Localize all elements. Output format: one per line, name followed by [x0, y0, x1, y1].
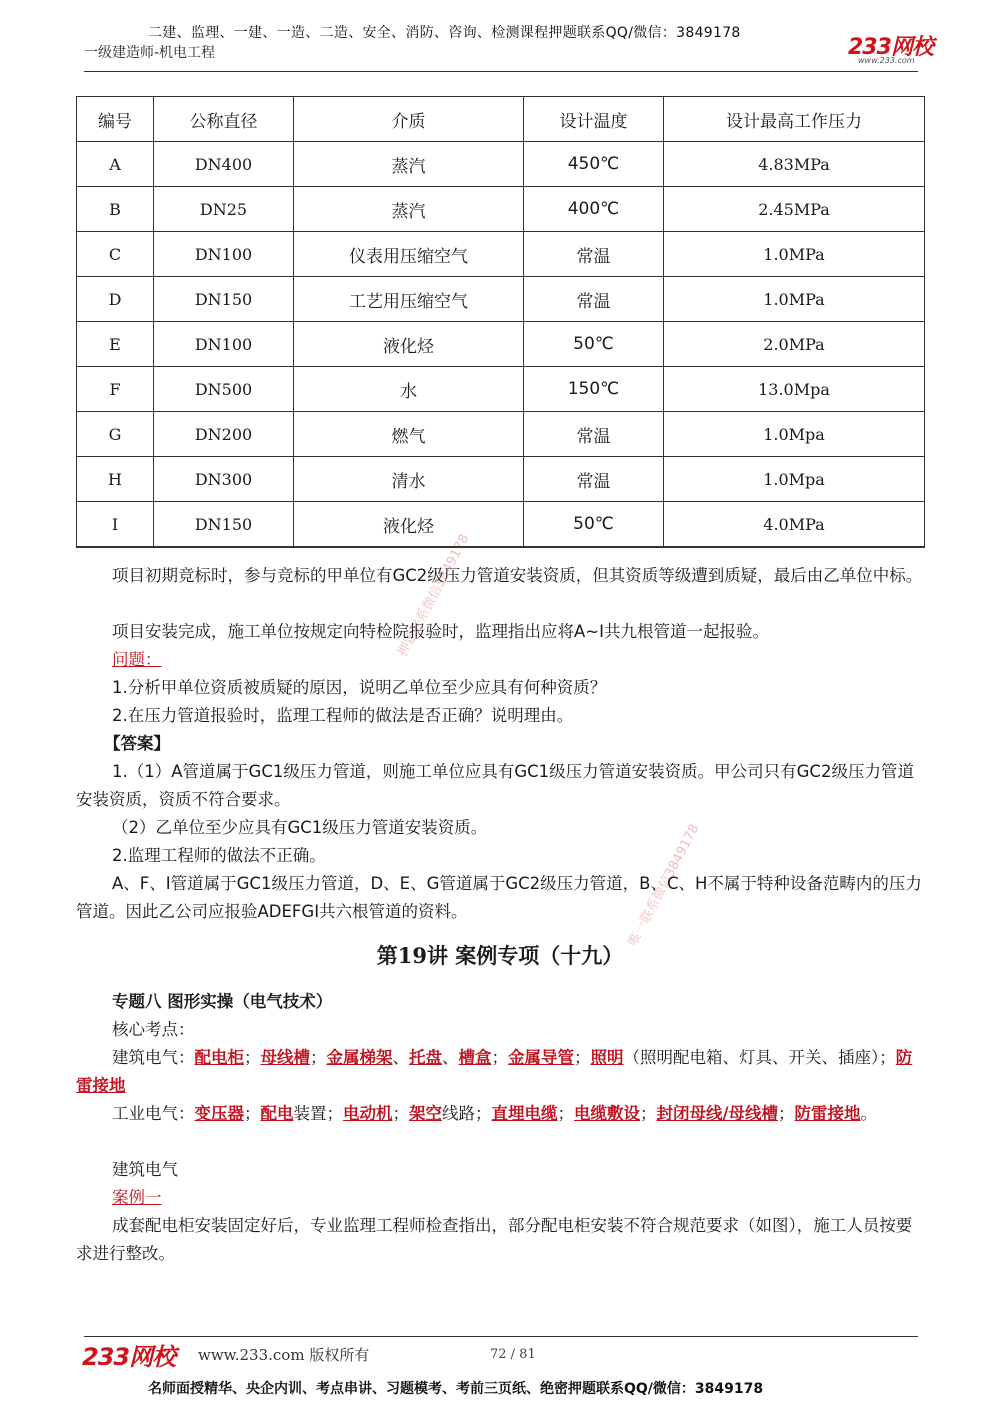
cell-pressure: 13.0Mpa [664, 367, 925, 412]
question-2: 2.在压力管道报验时，监理工程师的做法是否正确？说明理由。 [112, 706, 574, 725]
table-row [77, 367, 925, 412]
keyword: 变压器 [194, 1104, 244, 1123]
cell-medium: 水 [294, 367, 524, 412]
separator: ； [778, 1104, 795, 1123]
questions-label: 问题： [112, 650, 162, 669]
footer-divider [84, 1336, 918, 1337]
cell-medium: 蒸汽 [294, 142, 524, 187]
cell-temperature: 400℃ [524, 187, 664, 232]
separator: ； [244, 1048, 261, 1067]
col-header-id: 编号 [77, 97, 154, 142]
cell-medium: 蒸汽 [294, 187, 524, 232]
answer-1-part-2: （2）乙单位至少应具有GC1级压力管道安装资质。 [112, 818, 488, 837]
cell-id: E [77, 322, 154, 367]
cell-medium: 液化烃 [294, 502, 524, 548]
cell-temperature: 150℃ [524, 367, 664, 412]
building-label: 建筑电气： [112, 1048, 195, 1067]
industrial-electrical-points [76, 1100, 926, 1128]
col-header-pressure: 设计最高工作压力 [664, 97, 925, 142]
answer-1: 1.（1）A管道属于GC1级压力管道，则施工单位应具有GC1级压力管道安装资质。甲公司只有GC2级压力管道安装资质，资质不符合要求。 [76, 762, 914, 809]
cell-id: A [77, 142, 154, 187]
cell-temperature: 50℃ [524, 502, 664, 548]
cell-pressure: 1.0MPa [664, 232, 925, 277]
separator: ； [557, 1104, 574, 1123]
cell-diameter: DN25 [154, 187, 294, 232]
cell-pressure: 4.0MPa [664, 502, 925, 548]
keyword: 电缆敷设 [574, 1104, 640, 1123]
cell-medium: 液化烃 [294, 322, 524, 367]
building-electrical-points [76, 1044, 926, 1100]
answer-label: 【答案】 [104, 734, 170, 753]
cell-diameter: DN400 [154, 142, 294, 187]
core-points-label: 核心考点： [112, 1020, 195, 1039]
separator: 装置； [293, 1104, 343, 1123]
separator: ； [574, 1048, 591, 1067]
section-building-electrical: 建筑电气 [112, 1160, 178, 1179]
table-row [77, 277, 925, 322]
answer-2: 2.监理工程师的做法不正确。 [112, 846, 326, 865]
cell-pressure: 4.83MPa [664, 142, 925, 187]
watermark-contact: 押题联系微信3849178 [395, 531, 473, 659]
cell-temperature: 50℃ [524, 322, 664, 367]
industrial-label: 工业电气： [112, 1104, 195, 1123]
logo-number: 233 [848, 35, 891, 60]
table-row [77, 322, 925, 367]
question-1: 1.分析甲单位资质被质疑的原因，说明乙单位至少应具有何种资质？ [112, 678, 607, 697]
cell-id: H [77, 457, 154, 502]
cell-id: G [77, 412, 154, 457]
footer-logo[interactable] [82, 1337, 175, 1372]
cell-pressure: 1.0Mpa [664, 457, 925, 502]
table-row [77, 502, 925, 548]
header-divider [84, 71, 918, 72]
cell-id: F [77, 367, 154, 412]
table-row [77, 232, 925, 277]
header-promo-text: 二建、监理、一建、一造、二造、安全、消防、咨询、检测课程押题联系QQ/微信：3849178 [148, 25, 741, 41]
keyword: 配电柜 [194, 1048, 244, 1067]
cell-pressure: 2.0MPa [664, 322, 925, 367]
separator: （照明配电箱、灯具、开关、插座）； [623, 1048, 896, 1067]
cell-temperature: 常温 [524, 232, 664, 277]
cell-temperature: 常温 [524, 412, 664, 457]
keyword: 照明 [590, 1048, 624, 1067]
cell-diameter: DN200 [154, 412, 294, 457]
header-subtitle: 一级建造师-机电工程 [84, 45, 216, 61]
cell-diameter: DN150 [154, 502, 294, 548]
keyword: 电动机 [343, 1104, 393, 1123]
keyword: 封闭母线/母线槽 [656, 1104, 779, 1123]
table-row [77, 457, 925, 502]
footer-copyright: www.233.com 版权所有 [198, 1346, 370, 1364]
separator: ； [491, 1048, 508, 1067]
case-text: 成套配电柜安装固定好后，专业监理工程师检查指出，部分配电柜安装不符合规范要求（如图），施工人员按要求进行整改。 [76, 1216, 913, 1263]
cell-diameter: DN100 [154, 232, 294, 277]
cell-diameter: DN100 [154, 322, 294, 367]
cell-medium: 工艺用压缩空气 [294, 277, 524, 322]
keyword: 防雷接地 [794, 1104, 861, 1123]
cell-pressure: 1.0Mpa [664, 412, 925, 457]
cell-id: C [77, 232, 154, 277]
logo-text: 网校 [129, 1343, 176, 1371]
cell-diameter: DN300 [154, 457, 294, 502]
cell-id: B [77, 187, 154, 232]
col-header-temperature: 设计温度 [524, 97, 664, 142]
header-logo-url: www.233.com [858, 56, 915, 65]
cell-medium: 清水 [294, 457, 524, 502]
col-header-diameter: 公称直径 [154, 97, 294, 142]
logo-number: 233 [82, 1343, 130, 1371]
cell-id: D [77, 277, 154, 322]
table-row [77, 187, 925, 232]
paragraph-inspection: 项目安装完成，施工单位按规定向特检院报验时，监理指出应将A~I共九根管道一起报验。 [112, 622, 769, 641]
cell-medium: 仪表用压缩空气 [294, 232, 524, 277]
cell-diameter: DN150 [154, 277, 294, 322]
separator: ； [392, 1104, 409, 1123]
keyword: 金属梯架 [326, 1048, 393, 1067]
logo-text: 网校 [890, 35, 933, 60]
keyword: 直埋电缆 [491, 1104, 558, 1123]
separator: 、 [392, 1048, 409, 1067]
page-number: 72 / 81 [490, 1347, 536, 1362]
case-label: 案例一 [112, 1188, 162, 1207]
keyword: 托盘 [409, 1048, 442, 1067]
cell-medium: 燃气 [294, 412, 524, 457]
cell-temperature: 常温 [524, 277, 664, 322]
separator: ； [640, 1104, 657, 1123]
separator: 线路； [442, 1104, 492, 1123]
separator: ； [244, 1104, 261, 1123]
separator: ； [310, 1048, 327, 1067]
cell-temperature: 450℃ [524, 142, 664, 187]
separator: 、 [442, 1048, 459, 1067]
footer-promo-text: 名师面授精华、央企内训、考点串讲、习题模考、考前三页纸、绝密押题联系QQ/微信：3849178 [148, 1381, 764, 1397]
table-row [77, 142, 925, 187]
col-header-medium: 介质 [294, 97, 524, 142]
keyword: 配电 [260, 1104, 294, 1123]
cell-temperature: 常温 [524, 457, 664, 502]
keyword: 金属导管 [508, 1048, 574, 1067]
cell-diameter: DN500 [154, 367, 294, 412]
cell-id: I [77, 502, 154, 548]
table-header-row [77, 97, 925, 142]
topic-heading: 专题八 图形实操（电气技术） [112, 992, 333, 1011]
cell-pressure: 2.45MPa [664, 187, 925, 232]
keyword: 母线槽 [260, 1048, 310, 1067]
paragraph-bidding: 项目初期竞标时，参与竞标的甲单位有GC2级压力管道安装资质，但其资质等级遭到质疑，最后由乙单位中标。 [112, 566, 923, 585]
pipe-table [76, 96, 925, 548]
table-row [77, 412, 925, 457]
separator: 。 [860, 1104, 878, 1123]
watermark-contact: 唯一联系微信3849178 [625, 821, 703, 949]
keyword: 防雷接地 [76, 1048, 913, 1095]
cell-pressure: 1.0MPa [664, 277, 925, 322]
lecture-title: 第19讲 案例专项（十九） [376, 943, 624, 968]
answer-2-detail: A、F、I管道属于GC1级压力管道，D、E、G管道属于GC2级压力管道，B、C、H不属于特种设备范畴内的压力管道。因此乙公司应报验ADEFGI共六根管道的资料。 [76, 874, 922, 921]
keyword: 槽盒 [458, 1048, 492, 1067]
keyword: 架空 [409, 1104, 442, 1123]
